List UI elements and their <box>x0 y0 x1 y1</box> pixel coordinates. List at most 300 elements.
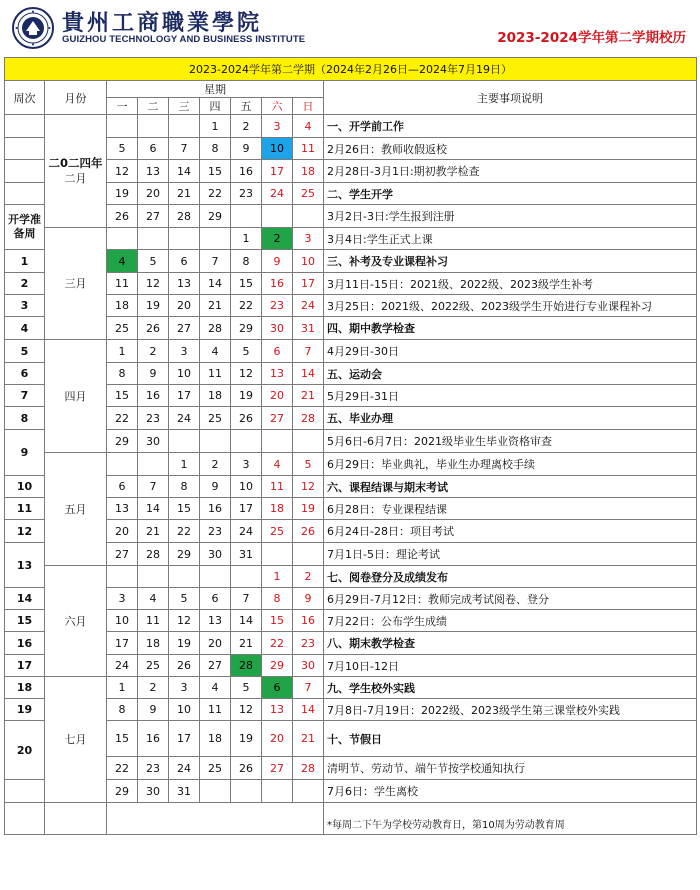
day-cell: 8 <box>107 699 138 721</box>
week-number: 8 <box>5 407 45 430</box>
day-cell: 18 <box>200 721 231 757</box>
day-cell: 31 <box>231 543 262 566</box>
day-cell: 20 <box>262 385 293 407</box>
weekday-header: 二 <box>138 98 169 115</box>
day-cell: 27 <box>262 407 293 430</box>
day-cell: 12 <box>107 160 138 183</box>
day-cell: 31 <box>293 317 324 340</box>
note-cell: 五、毕业办理 <box>324 407 697 430</box>
calendar-row <box>5 138 697 160</box>
note-cell: 十、节假日 <box>324 721 697 757</box>
document-title: 2023-2024学年第二学期校历 <box>497 30 686 46</box>
day-cell: 22 <box>231 295 262 317</box>
day-cell: 30 <box>262 317 293 340</box>
day-cell: 22 <box>200 183 231 205</box>
calendar-row <box>5 317 697 340</box>
day-cell: 11 <box>293 138 324 160</box>
day-cell: 6 <box>262 340 293 363</box>
calendar-row <box>5 632 697 655</box>
day-cell: 30 <box>293 655 324 677</box>
day-cell: 12 <box>231 363 262 385</box>
calendar-row <box>5 655 697 677</box>
day-cell: 7 <box>169 138 200 160</box>
day-cell: 13 <box>138 160 169 183</box>
week-number: 18 <box>5 677 45 699</box>
calendar-row <box>5 228 697 250</box>
day-cell: 5 <box>231 677 262 699</box>
week-number <box>5 160 45 183</box>
note-cell: 4月29日-30日 <box>324 340 697 363</box>
day-cell: 10 <box>107 610 138 632</box>
day-cell: 7 <box>138 476 169 498</box>
day-cell: 25 <box>107 317 138 340</box>
note-cell: 7月8日-7月19日：2022级、2023级学生第三课堂校外实践 <box>324 699 697 721</box>
day-cell: 5 <box>231 340 262 363</box>
week-number: 10 <box>5 476 45 498</box>
week-column-header: 周次 <box>5 81 45 115</box>
day-cell: 11 <box>262 476 293 498</box>
day-cell <box>138 566 169 588</box>
day-cell: 21 <box>200 295 231 317</box>
note-cell: 五、运动会 <box>324 363 697 385</box>
day-cell: 10 <box>262 138 293 160</box>
day-cell: 16 <box>138 385 169 407</box>
week-number: 19 <box>5 699 45 721</box>
day-cell: 7 <box>200 250 231 273</box>
month-name: 二月 <box>64 172 87 185</box>
week-number <box>5 780 45 803</box>
school-name-english: GUIZHOU TECHNOLOGY AND BUSINESS INSTITUTE <box>62 34 306 45</box>
day-cell: 9 <box>231 138 262 160</box>
day-cell: 18 <box>138 632 169 655</box>
footer-blank <box>45 803 107 835</box>
school-seal-icon <box>12 7 54 49</box>
day-cell <box>169 115 200 138</box>
day-cell <box>200 780 231 803</box>
day-cell: 13 <box>169 273 200 295</box>
day-cell <box>169 430 200 453</box>
day-cell: 13 <box>262 363 293 385</box>
calendar-row <box>5 295 697 317</box>
note-cell: 四、期中教学检查 <box>324 317 697 340</box>
weekday-header: 六 <box>262 98 293 115</box>
day-cell: 9 <box>200 476 231 498</box>
day-cell: 15 <box>169 498 200 520</box>
day-cell: 16 <box>262 273 293 295</box>
day-cell: 27 <box>262 757 293 780</box>
day-cell: 16 <box>293 610 324 632</box>
day-cell: 8 <box>200 138 231 160</box>
day-cell: 8 <box>262 588 293 610</box>
week-number: 16 <box>5 632 45 655</box>
day-cell: 17 <box>107 632 138 655</box>
day-cell: 13 <box>107 498 138 520</box>
day-cell: 4 <box>293 115 324 138</box>
note-cell: 六、课程结课与期末考试 <box>324 476 697 498</box>
day-cell <box>262 780 293 803</box>
calendar-row <box>5 385 697 407</box>
day-cell: 20 <box>169 295 200 317</box>
day-cell: 25 <box>293 183 324 205</box>
day-cell: 6 <box>200 588 231 610</box>
week-number: 15 <box>5 610 45 632</box>
day-cell <box>262 430 293 453</box>
note-cell: 三、补考及专业课程补习 <box>324 250 697 273</box>
calendar-row <box>5 115 697 138</box>
week-number: 4 <box>5 317 45 340</box>
day-cell: 23 <box>231 183 262 205</box>
note-cell: 2月28日-3月1日:期初教学检查 <box>324 160 697 183</box>
weekday-header: 四 <box>200 98 231 115</box>
weekday-header: 五 <box>231 98 262 115</box>
day-cell: 30 <box>138 430 169 453</box>
semester-banner: 2023-2024学年第二学期（2024年2月26日—2024年7月19日） <box>5 58 697 81</box>
day-cell: 18 <box>262 498 293 520</box>
day-cell: 1 <box>169 453 200 476</box>
day-cell: 22 <box>107 757 138 780</box>
calendar-row <box>5 566 697 588</box>
day-cell <box>107 228 138 250</box>
day-cell: 11 <box>138 610 169 632</box>
day-cell: 17 <box>231 498 262 520</box>
week-number: 14 <box>5 588 45 610</box>
footer-blank <box>5 803 45 835</box>
day-cell: 23 <box>138 757 169 780</box>
day-cell: 13 <box>200 610 231 632</box>
day-cell: 20 <box>138 183 169 205</box>
day-cell: 11 <box>200 363 231 385</box>
weekday-group-header: 星期 <box>107 81 324 98</box>
day-cell: 9 <box>138 363 169 385</box>
day-cell: 26 <box>293 520 324 543</box>
day-cell: 14 <box>169 160 200 183</box>
day-cell: 21 <box>169 183 200 205</box>
calendar-row <box>5 610 697 632</box>
calendar-row <box>5 183 697 205</box>
day-cell: 3 <box>231 453 262 476</box>
day-cell: 1 <box>231 228 262 250</box>
calendar-body <box>5 115 697 803</box>
day-cell <box>262 205 293 228</box>
notes-column-header: 主要事项说明 <box>324 81 697 115</box>
day-cell: 7 <box>293 677 324 699</box>
calendar-row <box>5 588 697 610</box>
day-cell: 16 <box>138 721 169 757</box>
day-cell: 28 <box>200 317 231 340</box>
day-cell: 8 <box>231 250 262 273</box>
day-cell: 14 <box>138 498 169 520</box>
day-cell: 29 <box>231 317 262 340</box>
day-cell: 12 <box>138 273 169 295</box>
day-cell: 30 <box>138 780 169 803</box>
note-cell: 3月2日-3日:学生报到注册 <box>324 205 697 228</box>
day-cell: 9 <box>293 588 324 610</box>
day-cell <box>169 228 200 250</box>
day-cell: 12 <box>231 699 262 721</box>
day-cell: 2 <box>262 228 293 250</box>
calendar-row <box>5 721 697 757</box>
day-cell: 15 <box>200 160 231 183</box>
day-cell: 29 <box>169 543 200 566</box>
day-cell: 3 <box>169 340 200 363</box>
note-cell: 3月4日:学生正式上课 <box>324 228 697 250</box>
month-label: 四月 <box>45 340 107 453</box>
day-cell <box>138 453 169 476</box>
note-cell: 7月6日：学生离校 <box>324 780 697 803</box>
day-cell: 19 <box>231 385 262 407</box>
day-cell <box>293 780 324 803</box>
day-cell: 6 <box>262 677 293 699</box>
week-number: 11 <box>5 498 45 520</box>
day-cell: 16 <box>231 160 262 183</box>
day-cell: 5 <box>293 453 324 476</box>
day-cell: 6 <box>107 476 138 498</box>
day-cell: 20 <box>262 721 293 757</box>
day-cell: 2 <box>138 340 169 363</box>
note-cell: 八、期末教学检查 <box>324 632 697 655</box>
note-cell: 6月29日-7月12日：教师完成考试阅卷、登分 <box>324 588 697 610</box>
day-cell: 10 <box>231 476 262 498</box>
month-column-header: 月份 <box>45 81 107 115</box>
calendar-row <box>5 453 697 476</box>
day-cell: 5 <box>107 138 138 160</box>
day-cell: 24 <box>169 407 200 430</box>
weekday-header: 日 <box>293 98 324 115</box>
week-number: 7 <box>5 385 45 407</box>
note-cell: 6月29日：毕业典礼，毕业生办理离校手续 <box>324 453 697 476</box>
day-cell: 21 <box>293 721 324 757</box>
day-cell: 23 <box>138 407 169 430</box>
day-cell: 26 <box>231 757 262 780</box>
day-cell <box>293 543 324 566</box>
weekday-header: 一 <box>107 98 138 115</box>
day-cell: 17 <box>293 273 324 295</box>
day-cell <box>138 228 169 250</box>
day-cell: 18 <box>293 160 324 183</box>
day-cell: 2 <box>138 677 169 699</box>
week-number: 17 <box>5 655 45 677</box>
day-cell: 7 <box>293 340 324 363</box>
day-cell: 14 <box>293 363 324 385</box>
day-cell: 11 <box>107 273 138 295</box>
day-cell: 14 <box>231 610 262 632</box>
calendar-row <box>5 543 697 566</box>
day-cell: 26 <box>169 655 200 677</box>
day-cell <box>293 430 324 453</box>
day-cell: 14 <box>200 273 231 295</box>
day-cell: 16 <box>200 498 231 520</box>
calendar-row <box>5 699 697 721</box>
day-cell: 18 <box>107 295 138 317</box>
day-cell <box>200 430 231 453</box>
school-calendar <box>4 57 696 887</box>
day-cell: 31 <box>169 780 200 803</box>
week-number: 2 <box>5 273 45 295</box>
day-cell: 23 <box>293 632 324 655</box>
day-cell: 28 <box>138 543 169 566</box>
day-cell <box>293 205 324 228</box>
note-cell: 6月28日：专业课程结课 <box>324 498 697 520</box>
day-cell: 3 <box>262 115 293 138</box>
calendar-row <box>5 160 697 183</box>
note-cell: 6月24日-28日：项目考试 <box>324 520 697 543</box>
day-cell: 25 <box>200 757 231 780</box>
page-header <box>0 0 700 56</box>
day-cell: 6 <box>138 138 169 160</box>
day-cell: 15 <box>262 610 293 632</box>
calendar-row <box>5 363 697 385</box>
calendar-row <box>5 780 697 803</box>
week-number: 9 <box>5 430 45 476</box>
calendar-table <box>4 57 697 835</box>
week-number: 5 <box>5 340 45 363</box>
day-cell: 19 <box>293 498 324 520</box>
day-cell: 9 <box>138 699 169 721</box>
day-cell: 25 <box>262 520 293 543</box>
week-number: 开学准备周 <box>5 205 45 250</box>
month-label: 六月 <box>45 566 107 677</box>
week-number: 3 <box>5 295 45 317</box>
day-cell <box>231 430 262 453</box>
day-cell: 27 <box>107 543 138 566</box>
week-number: 1 <box>5 250 45 273</box>
day-cell <box>231 780 262 803</box>
day-cell: 22 <box>169 520 200 543</box>
calendar-row <box>5 498 697 520</box>
day-cell: 4 <box>262 453 293 476</box>
calendar-row <box>5 407 697 430</box>
day-cell: 4 <box>107 250 138 273</box>
day-cell: 17 <box>169 385 200 407</box>
day-cell: 3 <box>107 588 138 610</box>
day-cell: 7 <box>231 588 262 610</box>
day-cell: 12 <box>169 610 200 632</box>
day-cell: 22 <box>107 407 138 430</box>
day-cell: 23 <box>262 295 293 317</box>
day-cell: 19 <box>107 183 138 205</box>
day-cell: 26 <box>138 317 169 340</box>
day-cell: 2 <box>200 453 231 476</box>
day-cell: 24 <box>293 295 324 317</box>
calendar-row <box>5 677 697 699</box>
week-number <box>5 138 45 160</box>
day-cell: 3 <box>293 228 324 250</box>
day-cell: 24 <box>231 520 262 543</box>
month-label: 五月 <box>45 453 107 566</box>
day-cell <box>107 115 138 138</box>
calendar-row <box>5 250 697 273</box>
day-cell: 2 <box>231 115 262 138</box>
day-cell: 1 <box>107 340 138 363</box>
day-cell: 17 <box>262 160 293 183</box>
month-label: 七月 <box>45 677 107 803</box>
day-cell: 11 <box>200 699 231 721</box>
month-label <box>45 115 107 228</box>
day-cell: 19 <box>231 721 262 757</box>
note-cell: 九、学生校外实践 <box>324 677 697 699</box>
day-cell: 8 <box>107 363 138 385</box>
day-cell: 27 <box>138 205 169 228</box>
day-cell <box>231 205 262 228</box>
day-cell <box>262 543 293 566</box>
day-cell: 13 <box>262 699 293 721</box>
day-cell: 4 <box>200 677 231 699</box>
day-cell: 5 <box>169 588 200 610</box>
school-name: 貴州工商職業學院 <box>62 10 263 36</box>
footer-blank <box>107 803 324 835</box>
day-cell: 6 <box>169 250 200 273</box>
day-cell: 20 <box>107 520 138 543</box>
note-cell: 清明节、劳动节、端午节按学校通知执行 <box>324 757 697 780</box>
day-cell <box>169 566 200 588</box>
day-cell: 9 <box>262 250 293 273</box>
week-number <box>5 115 45 138</box>
day-cell: 21 <box>231 632 262 655</box>
day-cell <box>200 566 231 588</box>
footnote: *每周二下午为学校劳动教育日，第10周为劳动教育周 <box>324 803 697 835</box>
day-cell: 27 <box>200 655 231 677</box>
day-cell: 1 <box>200 115 231 138</box>
day-cell: 24 <box>262 183 293 205</box>
day-cell: 28 <box>169 205 200 228</box>
day-cell: 23 <box>200 520 231 543</box>
day-cell: 26 <box>107 205 138 228</box>
calendar-row <box>5 520 697 543</box>
week-number: 12 <box>5 520 45 543</box>
day-cell: 29 <box>200 205 231 228</box>
day-cell: 30 <box>200 543 231 566</box>
day-cell: 18 <box>200 385 231 407</box>
day-cell: 14 <box>293 699 324 721</box>
day-cell: 27 <box>169 317 200 340</box>
day-cell: 29 <box>262 655 293 677</box>
note-cell: 7月10日-12日 <box>324 655 697 677</box>
day-cell: 21 <box>138 520 169 543</box>
day-cell: 15 <box>231 273 262 295</box>
week-number: 20 <box>5 721 45 780</box>
day-cell <box>107 453 138 476</box>
day-cell: 10 <box>169 363 200 385</box>
note-cell: 一、开学前工作 <box>324 115 697 138</box>
day-cell: 24 <box>169 757 200 780</box>
calendar-row <box>5 430 697 453</box>
day-cell: 26 <box>231 407 262 430</box>
day-cell: 28 <box>293 757 324 780</box>
day-cell <box>107 566 138 588</box>
day-cell: 28 <box>231 655 262 677</box>
note-cell: 2月26日：教师收假返校 <box>324 138 697 160</box>
week-number: 6 <box>5 363 45 385</box>
day-cell: 1 <box>262 566 293 588</box>
note-cell: 7月22日：公布学生成绩 <box>324 610 697 632</box>
day-cell: 4 <box>200 340 231 363</box>
note-cell: 七、阅卷登分及成绩发布 <box>324 566 697 588</box>
weekday-header: 三 <box>169 98 200 115</box>
note-cell: 3月25日：2021级、2022级、2023级学生开始进行专业课程补习 <box>324 295 697 317</box>
day-cell: 25 <box>138 655 169 677</box>
note-cell: 二、学生开学 <box>324 183 697 205</box>
day-cell: 17 <box>169 721 200 757</box>
note-cell: 5月6日-6月7日：2021级毕业生毕业资格审查 <box>324 430 697 453</box>
day-cell: 20 <box>200 632 231 655</box>
day-cell: 25 <box>200 407 231 430</box>
day-cell: 19 <box>169 632 200 655</box>
day-cell: 29 <box>107 780 138 803</box>
day-cell: 2 <box>293 566 324 588</box>
week-number: 13 <box>5 543 45 588</box>
day-cell: 12 <box>293 476 324 498</box>
day-cell: 1 <box>107 677 138 699</box>
